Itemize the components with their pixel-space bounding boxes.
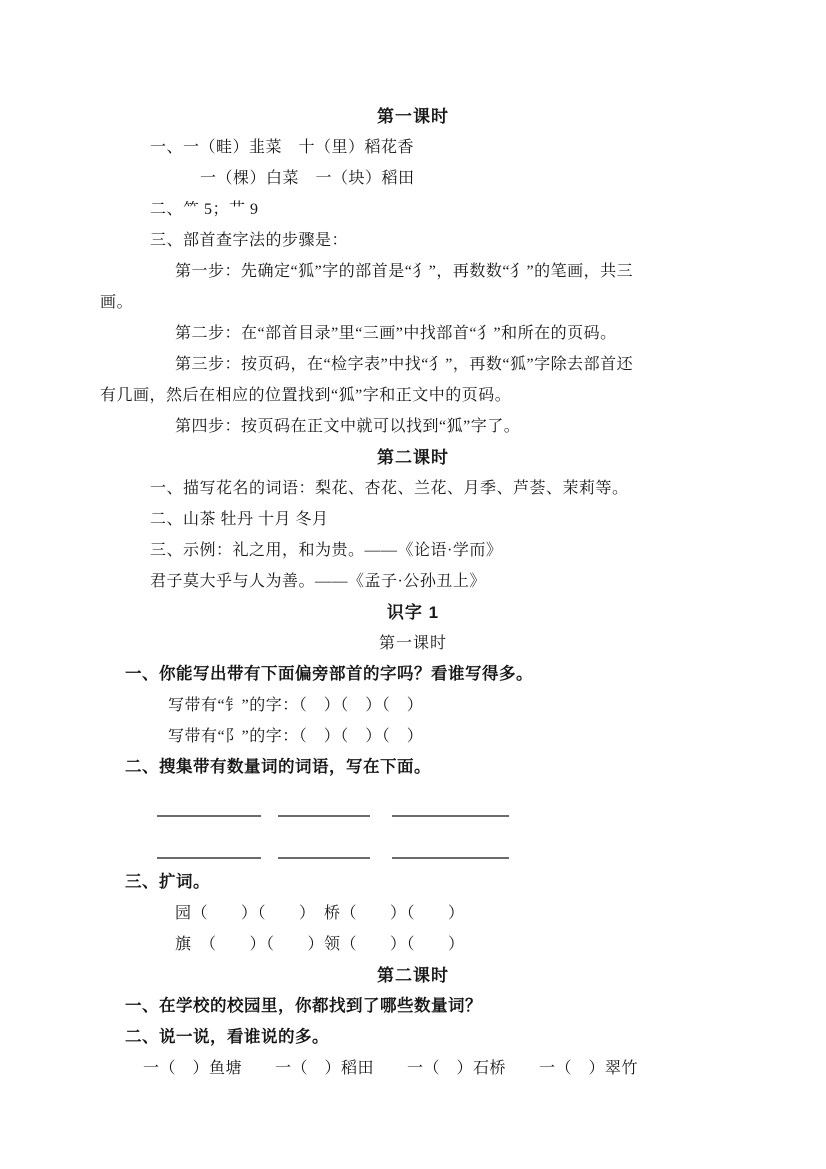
worksheet-content: [100, 101, 726, 1084]
text-line: 三、示例：礼之用，和为贵。——《论语·学而》: [150, 542, 503, 559]
question-line: 一、在学校的校园里，你都找到了哪些数量词？: [125, 997, 482, 1015]
text-line: 写带有“阝”的字：（ ）（ ）（ ）: [168, 728, 424, 745]
text-line: 写带有“钅”的字：（ ）（ ）（ ）: [168, 697, 424, 714]
question-line: 一、你能写出带有下面偏旁部首的字吗？看谁写得多。: [125, 665, 533, 683]
answer-blank-line: [392, 813, 509, 817]
answer-blank-line: [157, 855, 261, 859]
section-heading: 第二课时: [377, 448, 449, 467]
section-heading: 第二课时: [377, 966, 449, 985]
text-line: 第一步：先确定“狐”字的部首是“犭”，再数数“犭”的笔画，共三: [175, 263, 634, 280]
text-line: 旗 （ ）（ ）领（ ）（ ）: [175, 936, 465, 953]
text-line: 二、山茶 牡丹 十月 冬月: [150, 511, 329, 528]
answer-blank-line: [392, 855, 509, 859]
text-line: 一、一（畦）韭菜 十（里）稻花香: [150, 139, 415, 156]
text-line: 画。: [100, 294, 134, 311]
text-line: 园（ ）（ ） 桥（ ）（ ）: [175, 905, 465, 922]
text-line: 第三步：按页码，在“检字表”中找“犭”，再数“狐”字除去部首还: [175, 356, 634, 373]
answer-blank-line: [278, 855, 370, 859]
answer-blank-line: [278, 813, 370, 817]
text-line: 一、描写花名的词语：梨花、杏花、兰花、月季、芦荟、茉莉等。: [150, 480, 629, 497]
section-heading: 识字 1: [386, 603, 440, 622]
text-line: 一（ ）鱼塘 一（ ）稻田 一（ ）石桥 一（ ）翠竹: [143, 1060, 639, 1077]
text-line: 二、⺮ 5；艹 9: [150, 201, 259, 218]
text-line: 有几画，然后在相应的位置找到“狐”字和正文中的页码。: [100, 387, 512, 404]
text-line: 一（棵）白菜 一（块）稻田: [200, 170, 415, 187]
question-line: 二、搜集带有数量词的词语，写在下面。: [125, 758, 431, 776]
answer-blank-line: [157, 813, 261, 817]
text-line: 三、部首查字法的步骤是：: [150, 232, 349, 249]
answer-blank-row: [157, 825, 726, 867]
question-line: 二、说一说，看谁说的多。: [125, 1028, 329, 1046]
text-line: 君子莫大乎与人为善。——《孟子·公孙丑上》: [150, 573, 486, 590]
question-line: 三、扩词。: [125, 873, 210, 891]
text-line: 第四步：按页码在正文中就可以找到“狐”字了。: [175, 418, 521, 435]
section-subheading: 第一课时: [378, 635, 447, 652]
text-line: 第二步：在“部首目录”里“三画”中找部首“犭”和所在的页码。: [175, 325, 617, 342]
section-heading: 第一课时: [377, 107, 449, 126]
answer-blank-row: [157, 783, 726, 825]
